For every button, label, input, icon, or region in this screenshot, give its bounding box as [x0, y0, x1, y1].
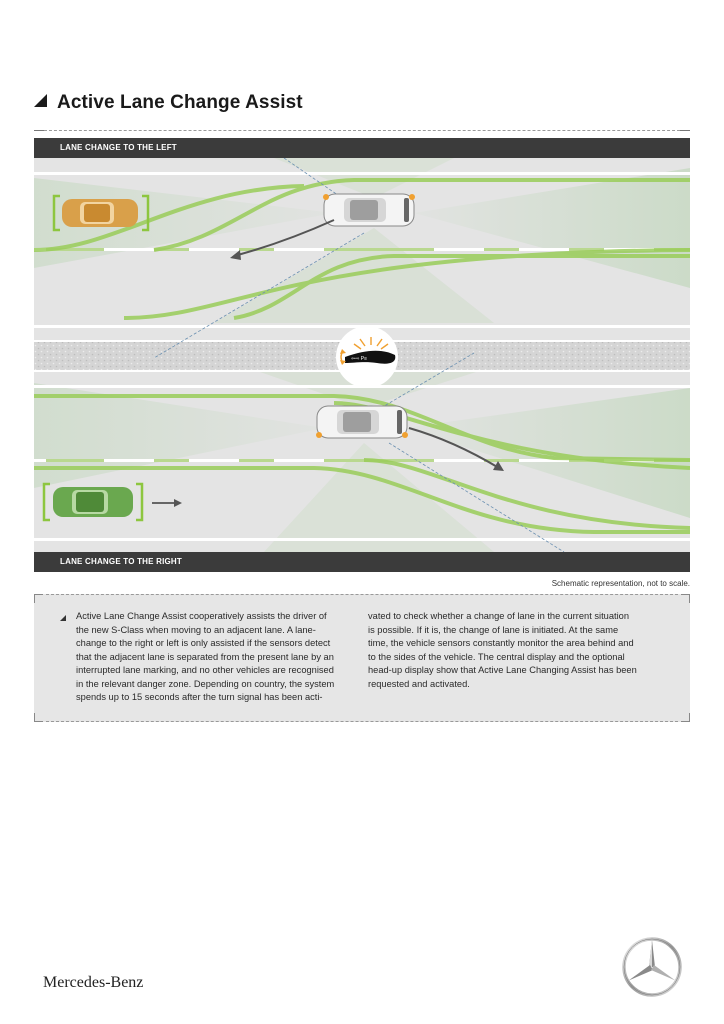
svg-text:⇦⇨ P≡: ⇦⇨ P≡ [351, 356, 368, 362]
title-triangle-icon [34, 94, 47, 107]
car-ego-bottom [316, 406, 408, 438]
turn-signal-stalk-icon [336, 326, 398, 388]
car-orange [54, 196, 148, 230]
mercedes-star-icon [622, 937, 682, 997]
car-ego-top [323, 194, 415, 226]
bullet-triangle-icon [60, 615, 66, 621]
page-title-text: Active Lane Change Assist [57, 92, 303, 113]
description-box [34, 594, 690, 722]
brand-wordmark: Mercedes-Benz [43, 974, 144, 991]
top-divider [34, 130, 690, 131]
figure-label-right: LANE CHANGE TO THE RIGHT [34, 552, 690, 572]
lane-change-illustration [34, 158, 690, 552]
description-column-1: Active Lane Change Assist cooperatively assists the driver of the new S-Class when moving to an adjacent lane. A lane- change to the right or left is only assisted if the sensors detect that the adjacent lane is separated from the present lane by an interrupted lane marking, and no other vehicles are recognised in the relevant danger zone. Depending on country, the system spends up to 15 seconds after the turn signal has been acti- [76, 611, 335, 702]
lane-change-figure [34, 138, 690, 572]
description-column-2: vated to check whether a change of lane in the current situation is possible. If it is, the change of lane is initiated. At the same time, the vehicle sensors constantly monitor the area behind and to the sides of the vehicle. The central display and the optional head-up display show that Active Lane Changing Assist has been requested and activated. [368, 611, 637, 689]
figure-caption: Schematic representation, not to scale. [551, 579, 690, 588]
car-green [44, 484, 142, 520]
figure-label-left: LANE CHANGE TO THE LEFT [34, 138, 690, 158]
page-title [34, 92, 303, 114]
